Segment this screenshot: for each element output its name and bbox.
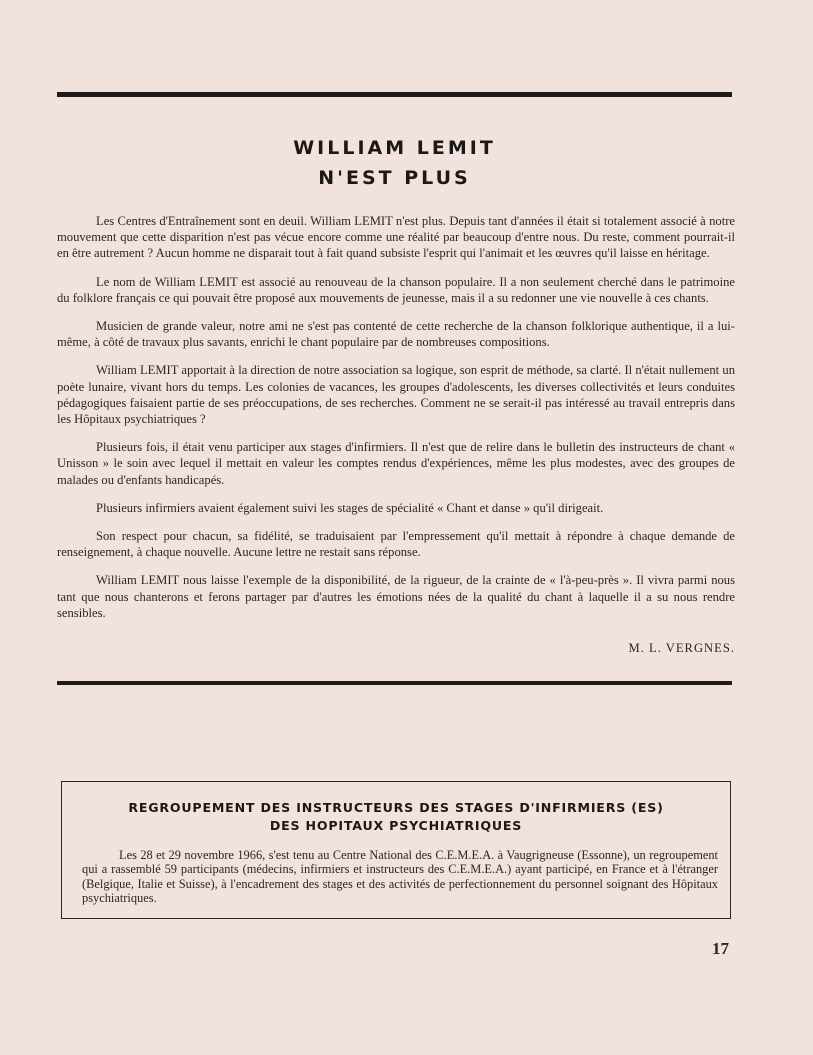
top-rule — [57, 92, 732, 97]
box-title-line2: DES HOPITAUX PSYCHIATRIQUES — [269, 818, 523, 833]
article-signature: M. L. VERGNES. — [628, 641, 735, 655]
article-title-line1: WILLIAM LEMIT — [293, 137, 496, 159]
article-paragraph-7: Son respect pour chacun, sa fidélité, se traduisaient par l'empressement qu'il mettait à répondre à chaque demande de renseignement, à chaque nouvelle. Aucune lettre ne restait sans réponse. — [57, 529, 735, 560]
article-paragraph-6: Plusieurs infirmiers avaient également suivi les stages de spécialité « Chant et danse » qu'il dirigeait. — [96, 500, 604, 515]
article-paragraph-3: Musicien de grande valeur, notre ami ne s'est pas contenté de cette recherche de la chanson folklorique authentique, il a lui-même, à côté de travaux plus savants, enrichi le chant populaire par de nombreuses compositions. — [57, 319, 735, 350]
article-title-line2: N'EST PLUS — [318, 167, 471, 189]
article-body — [57, 213, 735, 633]
bottom-rule — [57, 681, 732, 685]
article-paragraph-1: Les Centres d'Entraînement sont en deuil. William LEMIT n'est plus. Depuis tant d'années il était si totalement associé à notre mouvement que cette disparition n'est pas vécue encore comme une réalité par beaucoup d'entre nous. Du reste, comment pourrait-il en être autrement ? Aucun homme ne disparait tout à fait quand subsiste l'esprit qui l'animait et les œuvres qu'il laisse en héritage. — [57, 214, 735, 261]
article-paragraph-4: William LEMIT apportait à la direction de notre association sa logique, son esprit de méthode, sa clarté. Il n'était nullement un poète lunaire, vivant hors du temps. Les colonies de vacances, les groupes d'adolescents, les diverses collectivités et leurs conduites pédagogiques faisaient partie de ses préoccupations, de ses recherches. Comment ne se serait-il pas intéressé au travail entrepris dans les Hôpitaux psychiatriques ? — [57, 363, 735, 427]
box-title-line1: REGROUPEMENT DES INSTRUCTEURS DES STAGES D'INFIRMIERS (ES) — [128, 800, 664, 815]
announcement-box — [61, 781, 731, 919]
article-paragraph-8: William LEMIT nous laisse l'exemple de la disponibilité, de la rigueur, de la crainte de « l'à-peu-près ». Il vivra parmi nous tant que nous chanterons et ferons partager par d'autres les émotions nées de la qualité du chant à laquelle il a su nous rendre sensibles. — [57, 573, 735, 620]
page-number: 17 — [712, 939, 729, 958]
article-paragraph-5: Plusieurs fois, il était venu participer aux stages d'infirmiers. Il n'est que de relire dans le bulletin des instructeurs de chant « Unisson » le soin avec lequel il mettait en valeur les comptes rendus d'expériences, même les plus modestes, avec des groupes de malades ou d'enfants handicapés. — [57, 440, 735, 487]
box-text: Les 28 et 29 novembre 1966, s'est tenu au Centre National des C.E.M.E.A. à Vaugrigneuse (Essonne), un regroupement qui a rassemblé 59 participants (médecins, infirmiers et instructeurs des C.E.M.E.A.) ayant participé, en France et à l'étranger (Belgique, Italie et Suisse), à l'encadrement des stages et des activités de perfectionnement du personnel soignant des Hôpitaux psychiatriques. — [82, 848, 718, 905]
article-paragraph-2: Le nom de William LEMIT est associé au renouveau de la chanson populaire. Il a non seulement cherché dans le patrimoine du folklore français ce qui pouvait être proposé aux mouvements de jeunesse, mais il a su redonner une vie nouvelle à ces chants. — [57, 274, 735, 305]
